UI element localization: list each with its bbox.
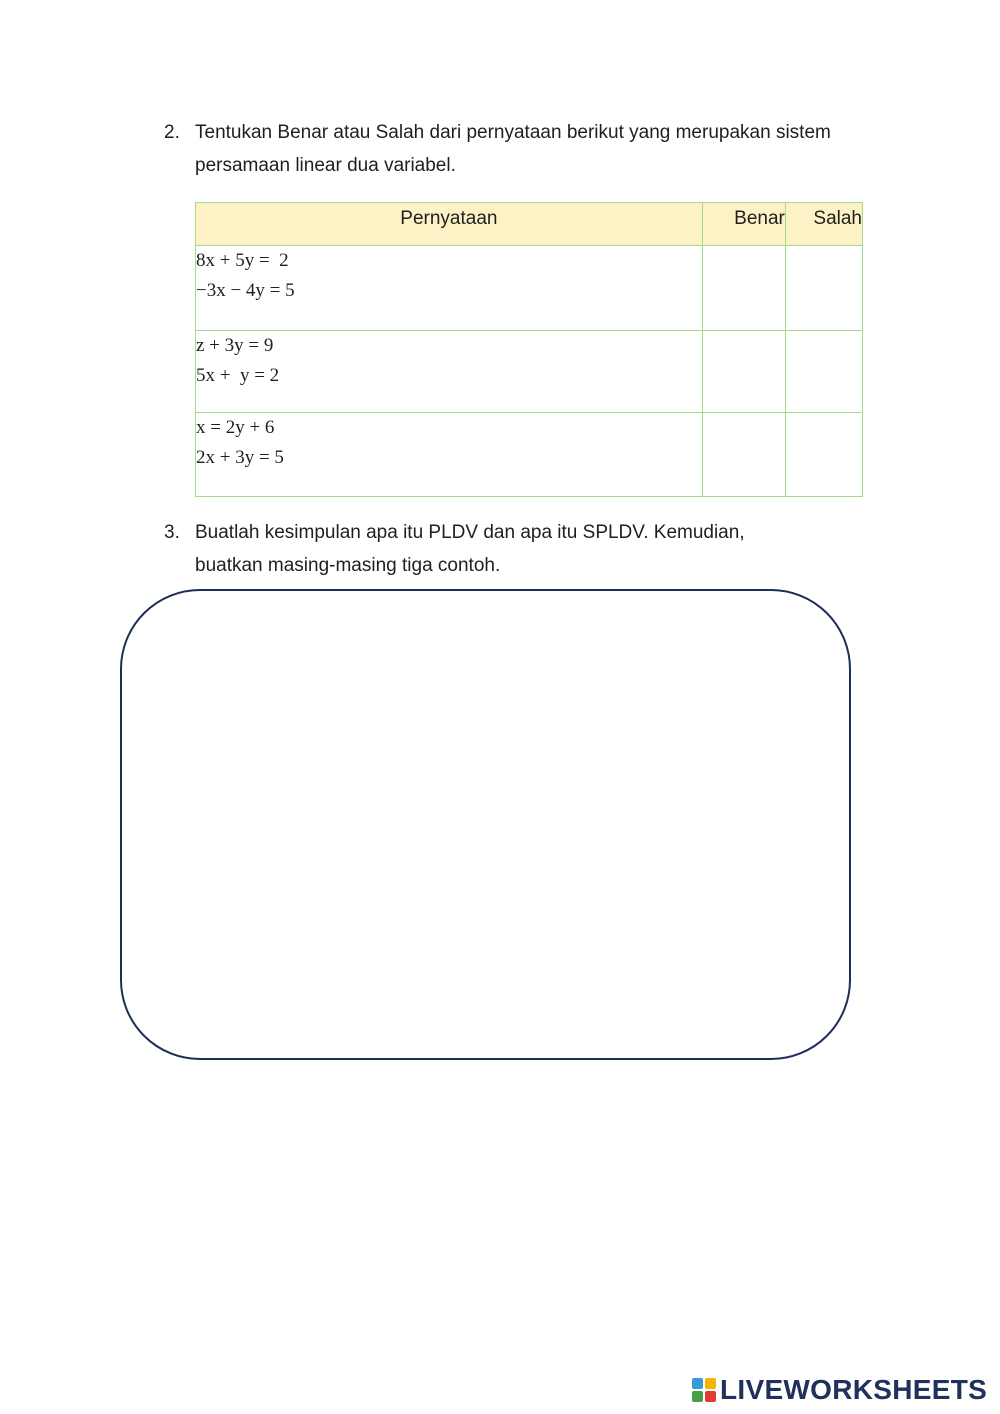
logo-square bbox=[692, 1378, 703, 1389]
question-line: persamaan linear dua variabel. bbox=[195, 155, 456, 176]
true-answer-cell[interactable] bbox=[702, 331, 785, 413]
question-line: buatkan masing-masing tiga contoh. bbox=[195, 555, 501, 576]
question-text bbox=[195, 516, 745, 582]
equation: 2x + 3y = 5 bbox=[196, 447, 284, 468]
question-line: Tentukan Benar atau Salah dari pernyataan berikut yang merupakan sistem bbox=[195, 122, 831, 143]
liveworksheets-logo-icon bbox=[692, 1378, 716, 1402]
logo-square bbox=[692, 1391, 703, 1402]
equation: 8x + 5y = 2 bbox=[196, 250, 289, 271]
answer-textbox[interactable] bbox=[120, 589, 851, 1060]
question-number: 3. bbox=[164, 522, 180, 543]
table-header-row bbox=[196, 203, 863, 246]
statement-cell bbox=[196, 246, 703, 331]
true-answer-cell[interactable] bbox=[702, 246, 785, 331]
equation: −3x − 4y = 5 bbox=[196, 280, 295, 301]
equation: z + 3y = 9 bbox=[196, 335, 274, 356]
true-answer-cell[interactable] bbox=[702, 413, 785, 497]
question-number: 2. bbox=[164, 122, 180, 143]
equation: 5x + y = 2 bbox=[196, 365, 280, 386]
header-statement: Pernyataan bbox=[196, 203, 703, 246]
question-line: Buatlah kesimpulan apa itu PLDV dan apa itu SPLDV. Kemudian, bbox=[195, 522, 745, 543]
statement-table bbox=[195, 202, 863, 497]
false-answer-cell[interactable] bbox=[785, 331, 862, 413]
false-answer-cell[interactable] bbox=[785, 246, 862, 331]
liveworksheets-brand bbox=[692, 1374, 987, 1406]
statement-cell bbox=[196, 413, 703, 497]
logo-square bbox=[705, 1378, 716, 1389]
header-true: Benar bbox=[702, 203, 785, 246]
question-text bbox=[195, 116, 831, 182]
header-false: Salah bbox=[785, 203, 862, 246]
table-row bbox=[196, 331, 863, 413]
brand-name: LIVEWORKSHEETS bbox=[720, 1374, 988, 1405]
equation: x = 2y + 6 bbox=[196, 417, 275, 438]
false-answer-cell[interactable] bbox=[785, 413, 862, 497]
table-row bbox=[196, 246, 863, 331]
logo-square bbox=[705, 1391, 716, 1402]
table-row bbox=[196, 413, 863, 497]
statement-cell bbox=[196, 331, 703, 413]
